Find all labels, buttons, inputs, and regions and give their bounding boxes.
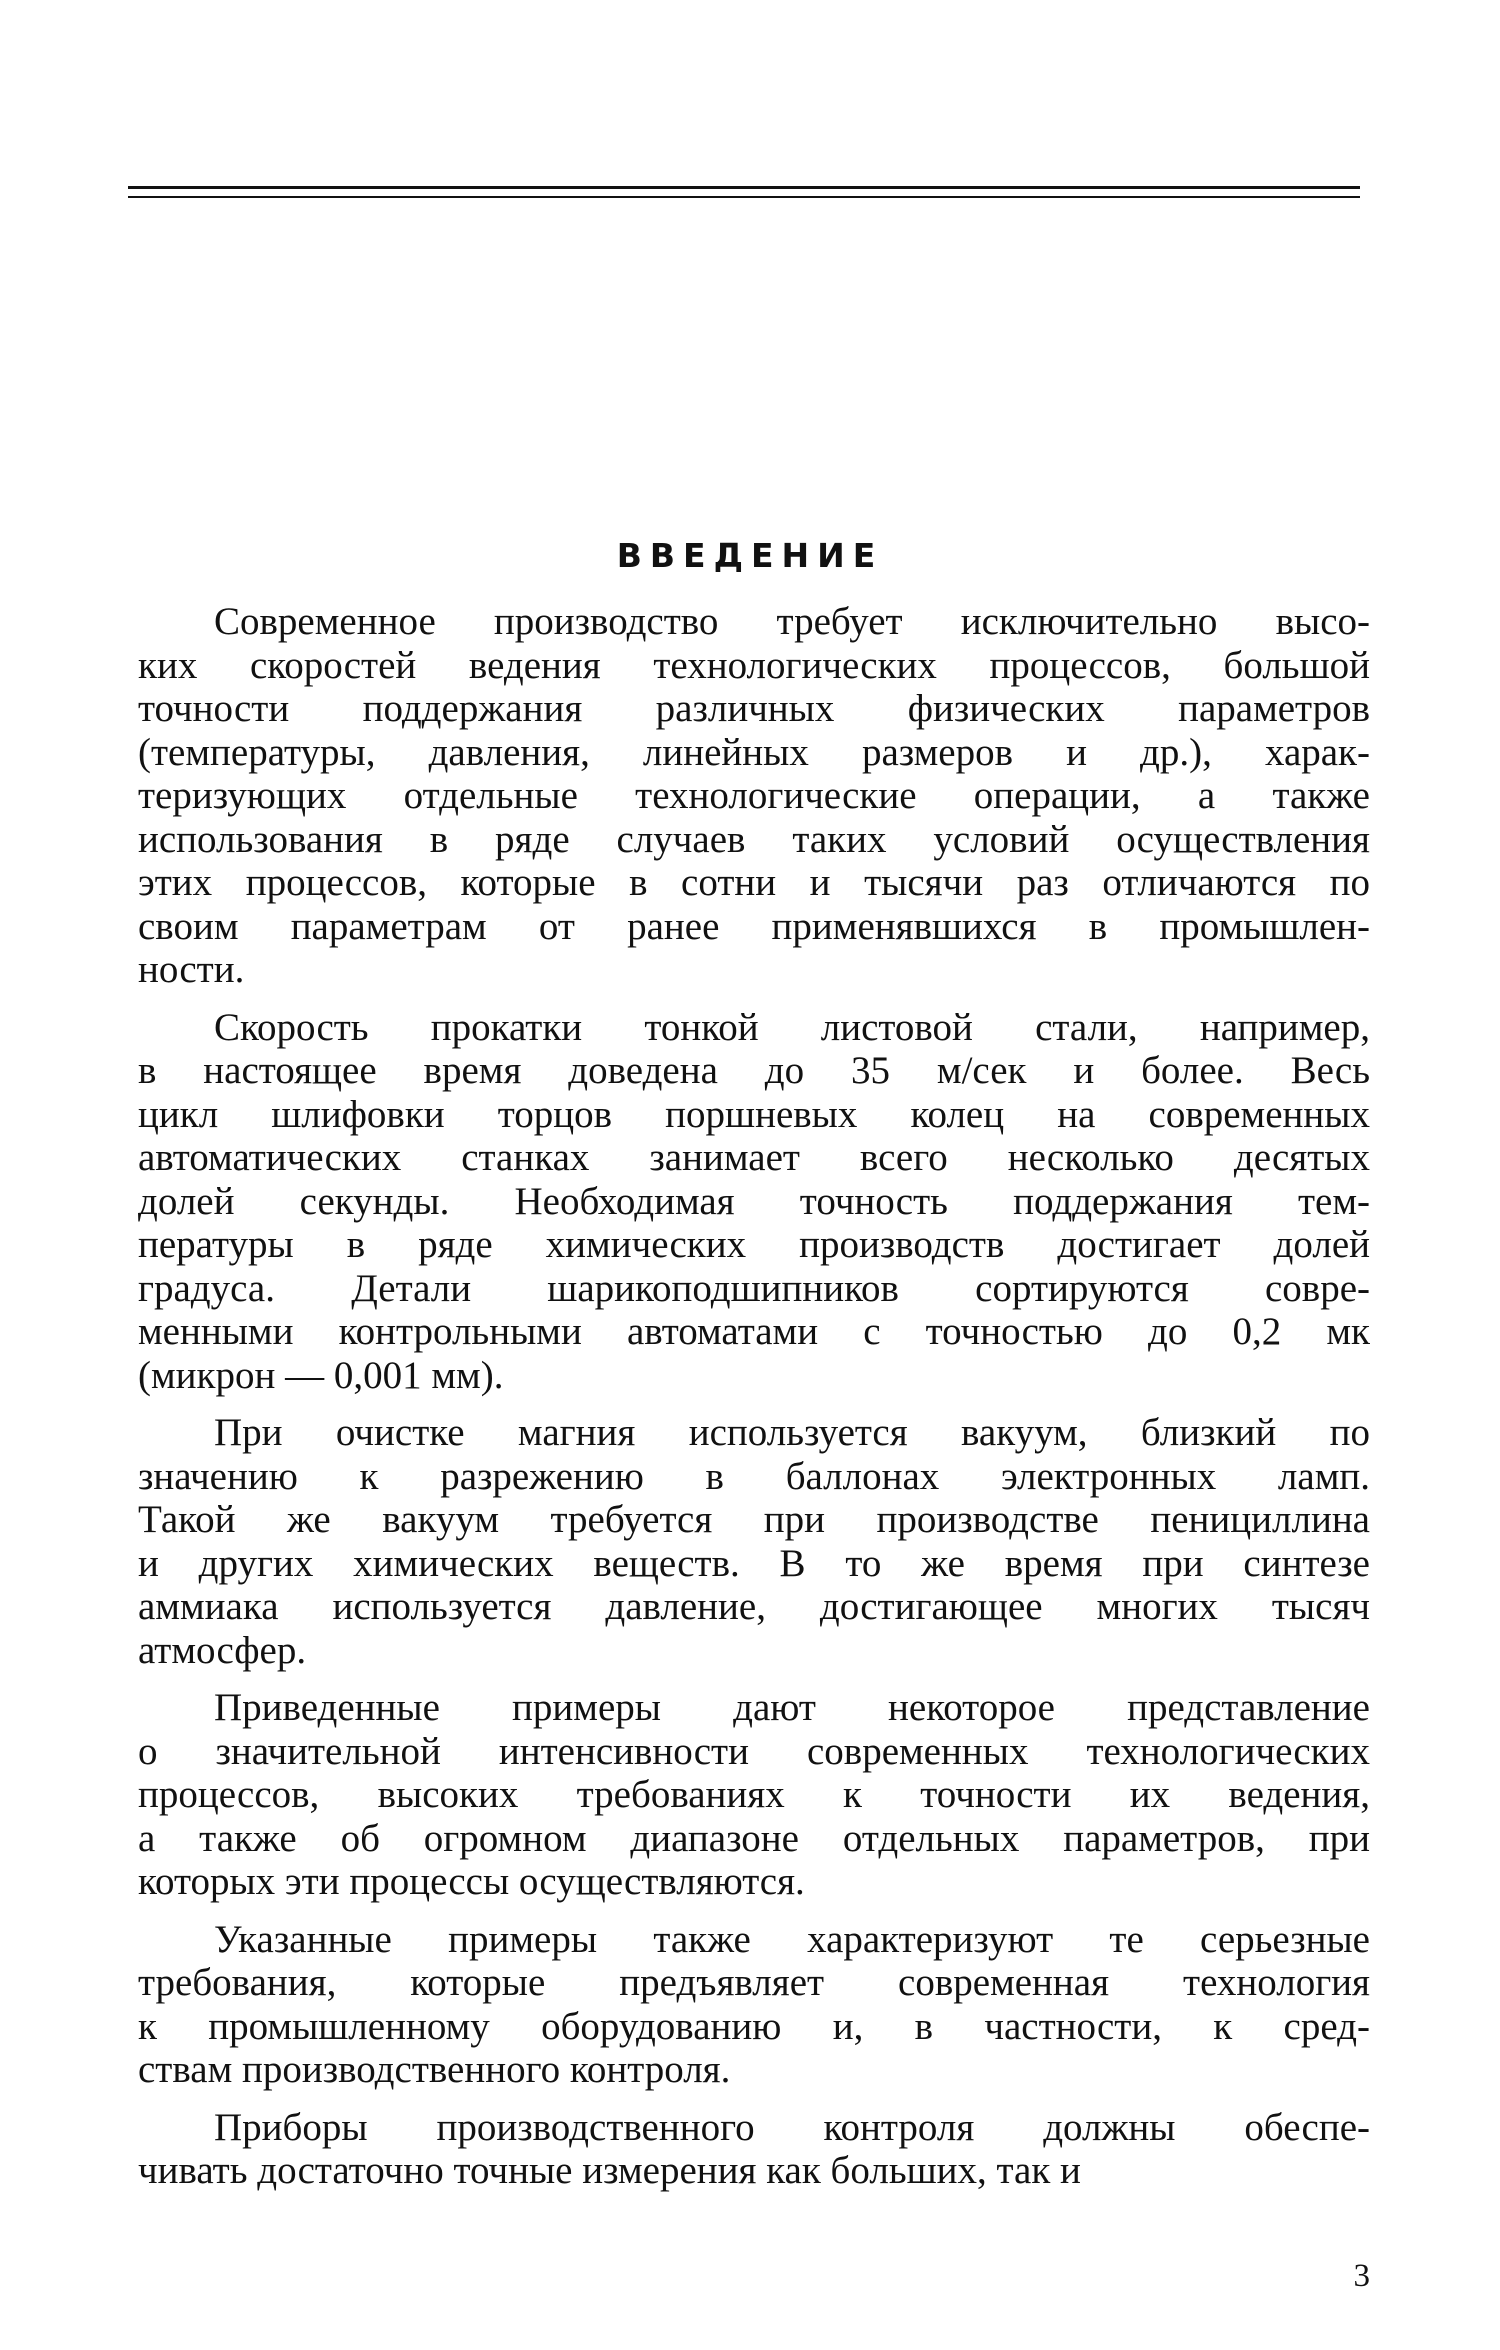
- paragraph: [138, 1006, 1370, 1398]
- text-line: (температуры, давления, линейных размеров и др.), харак-: [138, 730, 1370, 774]
- text-line: (микрон — 0,001 мм).: [138, 1353, 504, 1397]
- text-line: ких скоростей ведения технологических процессов, большой: [138, 643, 1370, 687]
- text-line: Такой же вакуум требуется при производстве пенициллина: [138, 1498, 1370, 1541]
- paragraph: [138, 1918, 1370, 2092]
- text-line: атмосфер.: [138, 1628, 307, 1672]
- text-line: При очистке магния используется вакуум, близкий по: [214, 1411, 1370, 1454]
- page-number: 3: [1353, 2258, 1370, 2294]
- text-line: ствам производственного контроля.: [138, 2048, 731, 2091]
- paragraph: [138, 2106, 1370, 2193]
- text-line: своим параметрам от ранее применявшихся в промышлен-: [138, 904, 1370, 948]
- text-line: ности.: [138, 948, 245, 991]
- text-line: процессов, высоких требованиях к точности их ведения,: [138, 1773, 1370, 1816]
- text-line: пературы в ряде химических производств достигает долей: [138, 1223, 1370, 1266]
- text-line: к промышленному оборудованию и, в частности, к сред-: [138, 2004, 1370, 2048]
- paragraph: [138, 1686, 1370, 1904]
- text-line: Приборы производственного контроля должны обеспе-: [214, 2105, 1370, 2149]
- text-line: менными контрольными автоматами с точностью до 0,2 мк: [138, 1310, 1370, 1353]
- text-line: и других химических веществ. В то же время при синтезе: [138, 1541, 1370, 1585]
- paragraph: [138, 1411, 1370, 1672]
- text-line: которых эти процессы осуществляются.: [138, 1860, 805, 1903]
- text-line: теризующих отдельные технологические операции, а также: [138, 774, 1370, 817]
- text-line: в настоящее время доведена до 35 м/сек и более. Весь: [138, 1049, 1370, 1092]
- section-heading: ВВЕДЕНИЕ: [616, 536, 884, 575]
- text-line: Приведенные примеры дают некоторое представление: [214, 1686, 1370, 1729]
- text-line: Указанные примеры также характеризуют те серьезные: [214, 1917, 1370, 1961]
- text-line: точности поддержания различных физических параметров: [138, 687, 1370, 730]
- top-rule: [128, 186, 1360, 189]
- text-line: Современное производство требует исключительно высо-: [214, 600, 1370, 643]
- text-line: Скорость прокатки тонкой листовой стали, например,: [214, 1005, 1370, 1049]
- text-line: использования в ряде случаев таких условий осуществления: [138, 817, 1370, 861]
- text-line: а также об огромном диапазоне отдельных параметров, при: [138, 1816, 1370, 1860]
- text-line: цикл шлифовки торцов поршневых колец на современных: [138, 1092, 1370, 1136]
- text-line: аммиака используется давление, достигающее многих тысяч: [138, 1585, 1370, 1628]
- text-line: долей секунды. Необходимая точность поддержания тем-: [138, 1179, 1370, 1223]
- top-rule-thin: [128, 196, 1360, 198]
- paragraph: [138, 600, 1370, 992]
- text-line: градуса. Детали шарикоподшипников сортируются совре-: [138, 1266, 1370, 1310]
- text-line: чивать достаточно точные измерения как больших, так и: [138, 2149, 1081, 2192]
- text-line: требования, которые предъявляет современная технология: [138, 1961, 1370, 2004]
- body-text: [138, 600, 1370, 2193]
- text-line: этих процессов, которые в сотни и тысячи раз отличаются по: [138, 861, 1370, 904]
- text-line: автоматических станках занимает всего несколько десятых: [138, 1136, 1370, 1179]
- text-line: о значительной интенсивности современных технологических: [138, 1729, 1370, 1773]
- text-line: значению к разрежению в баллонах электронных ламп.: [138, 1454, 1370, 1498]
